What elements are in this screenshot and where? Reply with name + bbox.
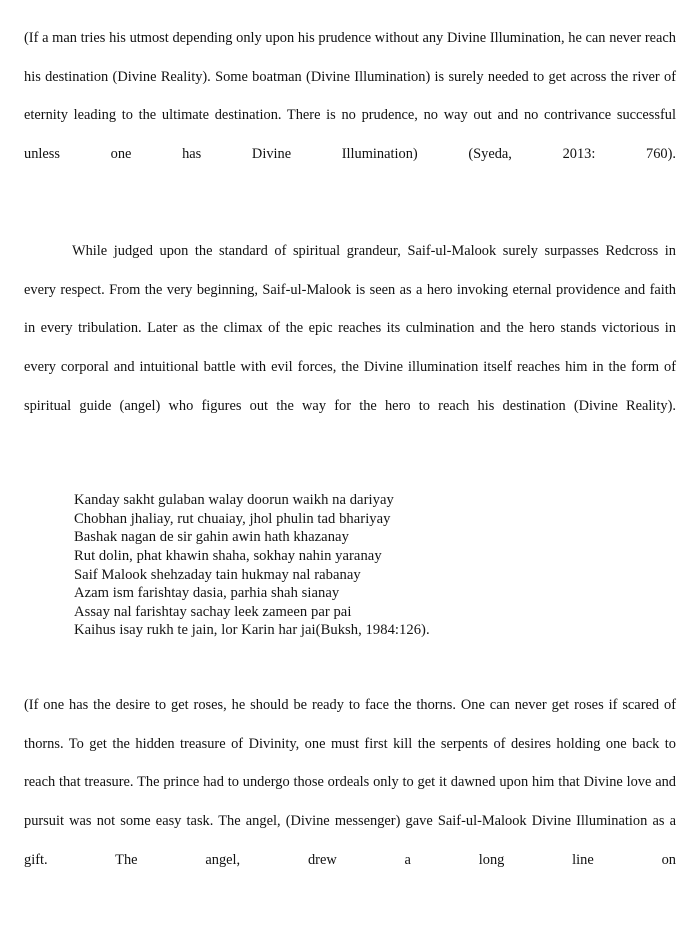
- verse-line: Kanday sakht gulaban walay doorun waikh na dariyay: [74, 492, 394, 509]
- paragraph-translation-quote-2: (If one has the desire to get roses, he should be ready to face the thorns. One can never get roses if scared of thorns. To get the hidden treasure of Divinity, one must first kill the serpents of desires holding one back to reach that treasure. The prince had to undergo those ordeals only to get it dawned upon him that Divine love and pursuit was not some easy task. The angel, (Divine messenger) gave Saif-ul-Malook Divine Illumination as a gift. The angel, drew a long line on: [24, 696, 676, 868]
- paragraph-analysis-body: While judged upon the standard of spiritual grandeur, Saif-ul-Malook surely surpasses Redcross in every respect. From the very beginning, Saif-ul-Malook is seen as a hero invoking eternal providence and faith in every tribulation. Later as the climax of the epic reaches its culmination and the hero stands victorious in every corporal and intuitional battle with evil forces, the Divine illumination itself reaches him in the form of spiritual guide (angel) who figures out the way for the hero to reach his destination (Divine Reality).: [24, 243, 676, 414]
- verse-block-saif-ul-malook: [24, 464, 676, 640]
- page-text-column: [24, 0, 676, 918]
- verse-line: Azam ism farishtay dasia, parhia shah sianay: [74, 585, 340, 602]
- verse-line: Saif Malook shehzaday tain hukmay nal rabanay: [74, 566, 361, 583]
- verse-line: Rut dolin, phat khawin shaha, sokhay nahin yaranay: [74, 548, 382, 565]
- verse-line: Chobhan jhaliay, rut chuaiay, jhol phulin tad bhariyay: [74, 510, 391, 527]
- paragraph-translation-quote-1: (If a man tries his utmost depending only upon his prudence without any Divine Illumination, he can never reach his destination (Divine Reality). Some boatman (Divine Illumination) is surely needed to get across the river of eternity leading to the ultimate destination. There is no prudence, no way out and no contrivance successful unless one has Divine Illumination) (Syeda, 2013: 760).: [24, 30, 677, 163]
- verse-line: Bashak nagan de sir gahin awin hath khazanay: [74, 529, 349, 546]
- verse-line-with-citation: Kaihus isay rukh te jain, lor Karin har jai(Buksh, 1984:126).: [74, 622, 430, 639]
- verse-line: Assay nal farishtay sachay leek zameen par pai: [74, 603, 352, 620]
